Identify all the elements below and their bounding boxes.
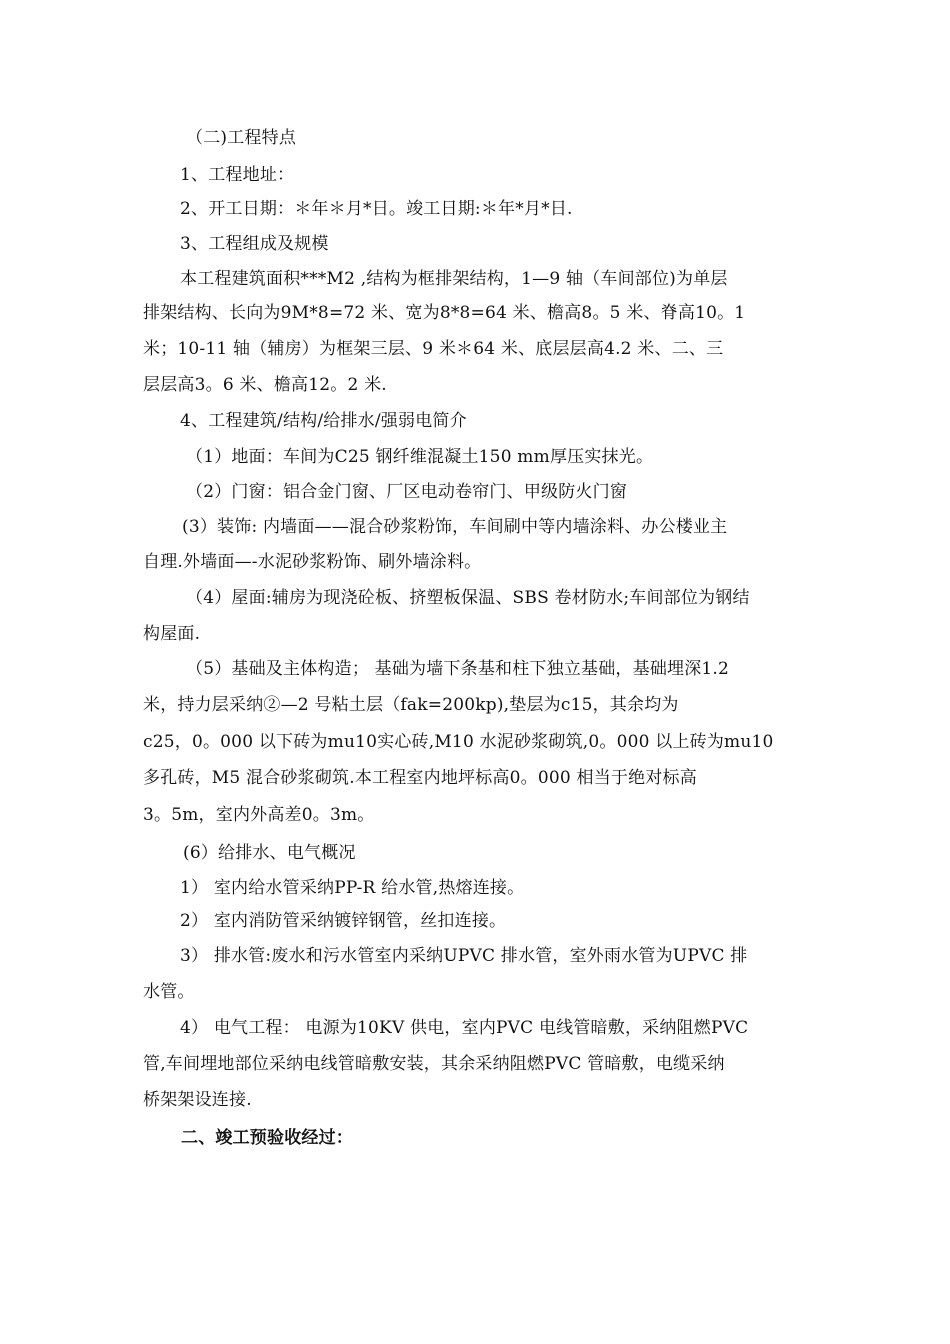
paragraph-foundation-line-4: 多孔砖，M5 混合砂浆砌筑.本工程室内地坪标高0。000 相当于绝对标高 (143, 768, 697, 788)
paragraph-doors-windows: （2）门窗：铝合金门窗、厂区电动卷帘门、甲级防火门窗 (186, 482, 628, 502)
section-heading-project-features: （二)工程特点 (186, 128, 297, 148)
paragraph-scale-line-2: 排架结构、长向为9M*8=72 米、宽为8*8=64 米、檐高8。5 米、脊高10。1 (143, 303, 746, 323)
paragraph-scale-line-1: 本工程建筑面积***M2 ,结构为框排架结构，1—9 轴（车间部位)为单层 (180, 269, 728, 289)
paragraph-foundation-line-1: （5）基础及主体构造； 基础为墙下条基和柱下独立基础，基础埋深1.2 (186, 659, 730, 679)
list-item-fire-pipe: 2） 室内消防管采纳镀锌钢管，丝扣连接。 (180, 911, 507, 931)
paragraph-roof-line-2: 构屋面. (143, 624, 201, 644)
paragraph-scale-line-3: 米；10-11 轴（辅房）为框架三层、9 米＊64 米、底层层高4.2 米、二、三 (143, 339, 724, 359)
paragraph-project-address: 1、工程地址： (180, 165, 295, 185)
paragraph-decoration-line-1: (3）装饰: 内墙面——混合砂浆粉饰，车间刷中等内墙涂料、办公楼业主 (182, 517, 728, 537)
list-item-electrical-line-2: 管,车间埋地部位采纳电线管暗敷安装，其余采纳阻燃PVC 管暗敷，电缆采纳 (143, 1054, 725, 1074)
paragraph-dates: 2、开工日期：＊年＊月*日。竣工日期:＊年*月*日. (180, 199, 573, 219)
paragraph-mep-heading: (6）给排水、电气概况 (183, 843, 356, 863)
list-item-drainage-line-2: 水管。 (143, 982, 195, 1002)
list-item-electrical-line-1: 4） 电气工程： 电源为10KV 供电，室内PVC 电线管暗敷，采纳阻燃PVC (180, 1018, 749, 1038)
paragraph-foundation-line-2: 米，持力层采纳②—2 号粘土层（fak=200kp),垫层为c15，其余均为 (143, 695, 679, 715)
section-heading-pre-acceptance: 二、竣工预验收经过： (181, 1128, 353, 1148)
list-item-drainage-line-1: 3） 排水管:废水和污水管室内采纳UPVC 排水管，室外雨水管为UPVC 排 (180, 946, 748, 966)
paragraph-composition-heading: 3、工程组成及规模 (180, 234, 329, 254)
paragraph-scale-line-4: 层层高3。6 米、檐高12。2 米. (143, 375, 387, 395)
paragraph-roof-line-1: （4）屋面:辅房为现浇砼板、挤塑板保温、SBS 卷材防水;车间部位为钢结 (186, 588, 750, 608)
list-item-electrical-line-3: 桥架架设连接. (143, 1090, 252, 1110)
paragraph-foundation-line-5: 3。5m，室内外高差0。3m。 (143, 805, 375, 825)
paragraph-foundation-line-3: c25，0。000 以下砖为mu10实心砖,M10 水泥砂浆砌筑,0。000 以上砖为mu10 (143, 732, 774, 752)
list-item-water-supply: 1） 室内给水管采纳PP-R 给水管,热熔连接。 (180, 878, 525, 898)
paragraph-brief-heading: 4、工程建筑/结构/给排水/强弱电简介 (180, 411, 467, 431)
paragraph-floor: （1）地面：车间为C25 钢纤维混凝土150 mm厚压实抹光。 (186, 447, 654, 467)
paragraph-decoration-line-2: 自理.外墙面—-水泥砂浆粉饰、刷外墙涂料。 (143, 552, 482, 572)
